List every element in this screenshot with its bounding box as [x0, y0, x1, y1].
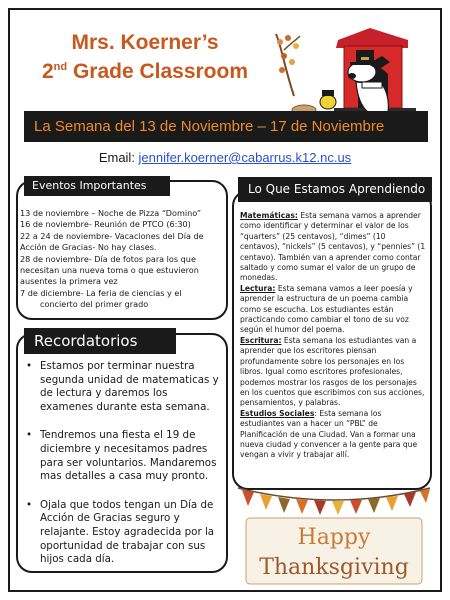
event-line: concierto del primer grado: [40, 299, 149, 310]
week-banner-text: La Semana del 13 de Noviembre – 17 de Noviembre: [34, 118, 385, 135]
title-grade-sup: nd: [53, 61, 68, 73]
event-line: necesitan una nueva toma o que estuvieron: [20, 265, 199, 276]
learning-reading-label: Lectura:: [240, 283, 276, 293]
event-line: Acción de Gracias- No hay clases.: [20, 242, 157, 253]
email-label: Email:: [98, 150, 139, 165]
learning-reading: [240, 284, 427, 336]
snoopy-pilgrim-illustration: [270, 26, 420, 118]
event-line: 13 de noviembre – Noche de Pizza “Domino”: [20, 208, 202, 218]
event-line: 7 de diciembre- La feria de ciencias y el: [20, 287, 182, 298]
learning-reading-text: Esta semana vamos a leer poesía y aprender la estructura de un poema cambia como se escucha. Los estudiantes están practicando como cambiar el tono de su voz según el humor del poema.: [240, 283, 413, 335]
banner-word-happy: Happy: [297, 525, 371, 550]
title-grade-num: 2: [41, 60, 54, 83]
event-line: 22 a 24 de noviembre- Vacaciones del Día de: [20, 230, 204, 241]
learning-math-text: Esta semana vamos a aprender como identificar y determinar el valor de los “quarters” (25 centavos), “dimes” (10 centavos), “nickels” (5 centavos), y “pennies” (1 centavo). También van a aprender como contar saltado y como sumar el valor de un grupo de monedas.: [240, 211, 426, 283]
learning-writing-label: Escritura:: [240, 335, 282, 345]
reminders-list: [26, 360, 220, 582]
learning-heading: Lo Que Estamos Aprendiendo: [238, 177, 432, 202]
reminder-item: • Ojala que todos tengan un Día de Acción de Gracias seguro y relajante. Estoy agradecida por la oportunidad de trabajar con sus hijos cada día.: [26, 499, 220, 567]
email-line: [0, 150, 450, 165]
events-list: [20, 208, 225, 311]
reminder-item: • Tendremos una fiesta el 19 de diciembre y necesitamos padres para ser voluntarios. Mandaremos mas detalles a casa muy pronto.: [26, 429, 220, 483]
learning-math: [240, 211, 427, 284]
happy-thanksgiving-banner-image: [234, 478, 434, 588]
learning-social-label: Estudios Sociales: [240, 408, 315, 418]
learning-writing-text: Esta semana los estudiantes van a aprender que los escritores piensan profundamente sobre los personajes en los libros. Igual como escritores profesionales, podemos mostrar los rasgos de los personajes en los cuentos que escribimos con sus acciones, pensamientos, y palabras.: [240, 335, 425, 408]
event-line: ausentes la primera vez: [20, 276, 118, 287]
learning-social-text: : Esta semana los estudiantes van a hacer un “PBL” de Planificación de una Ciudad. Van a formar una nueva ciudad y convencer a la gente para que vengan a vivir y trabajar allí.: [240, 408, 418, 460]
banner-word-thanksgiving: Thanksgiving: [259, 555, 409, 580]
events-heading: Eventos Importantes: [24, 176, 170, 196]
event-line: 16 de noviembre- Reunión de PTCO (6:30): [20, 219, 191, 230]
reminder-item: • Estamos por terminar nuestra segunda unidad de matematicas y de lectura y daremos los examenes durante esta semana.: [26, 360, 220, 414]
page-title: [0, 30, 290, 84]
learning-social: [240, 409, 427, 461]
learning-content: [240, 211, 427, 461]
email-link[interactable]: jennifer.koerner@cabarrus.k12.nc.us: [138, 150, 352, 165]
title-line2-rest: Grade Classroom: [67, 60, 249, 83]
title-line1: Mrs. Koerner’s: [71, 31, 219, 54]
title-line2: [0, 55, 290, 84]
learning-math-label: Matemáticas:: [240, 211, 298, 220]
reminders-heading: Recordatorios: [24, 328, 176, 354]
week-banner: [24, 111, 428, 142]
learning-writing: [240, 336, 427, 409]
event-line: 28 de noviembre- Día de fotos para los que: [20, 253, 196, 264]
